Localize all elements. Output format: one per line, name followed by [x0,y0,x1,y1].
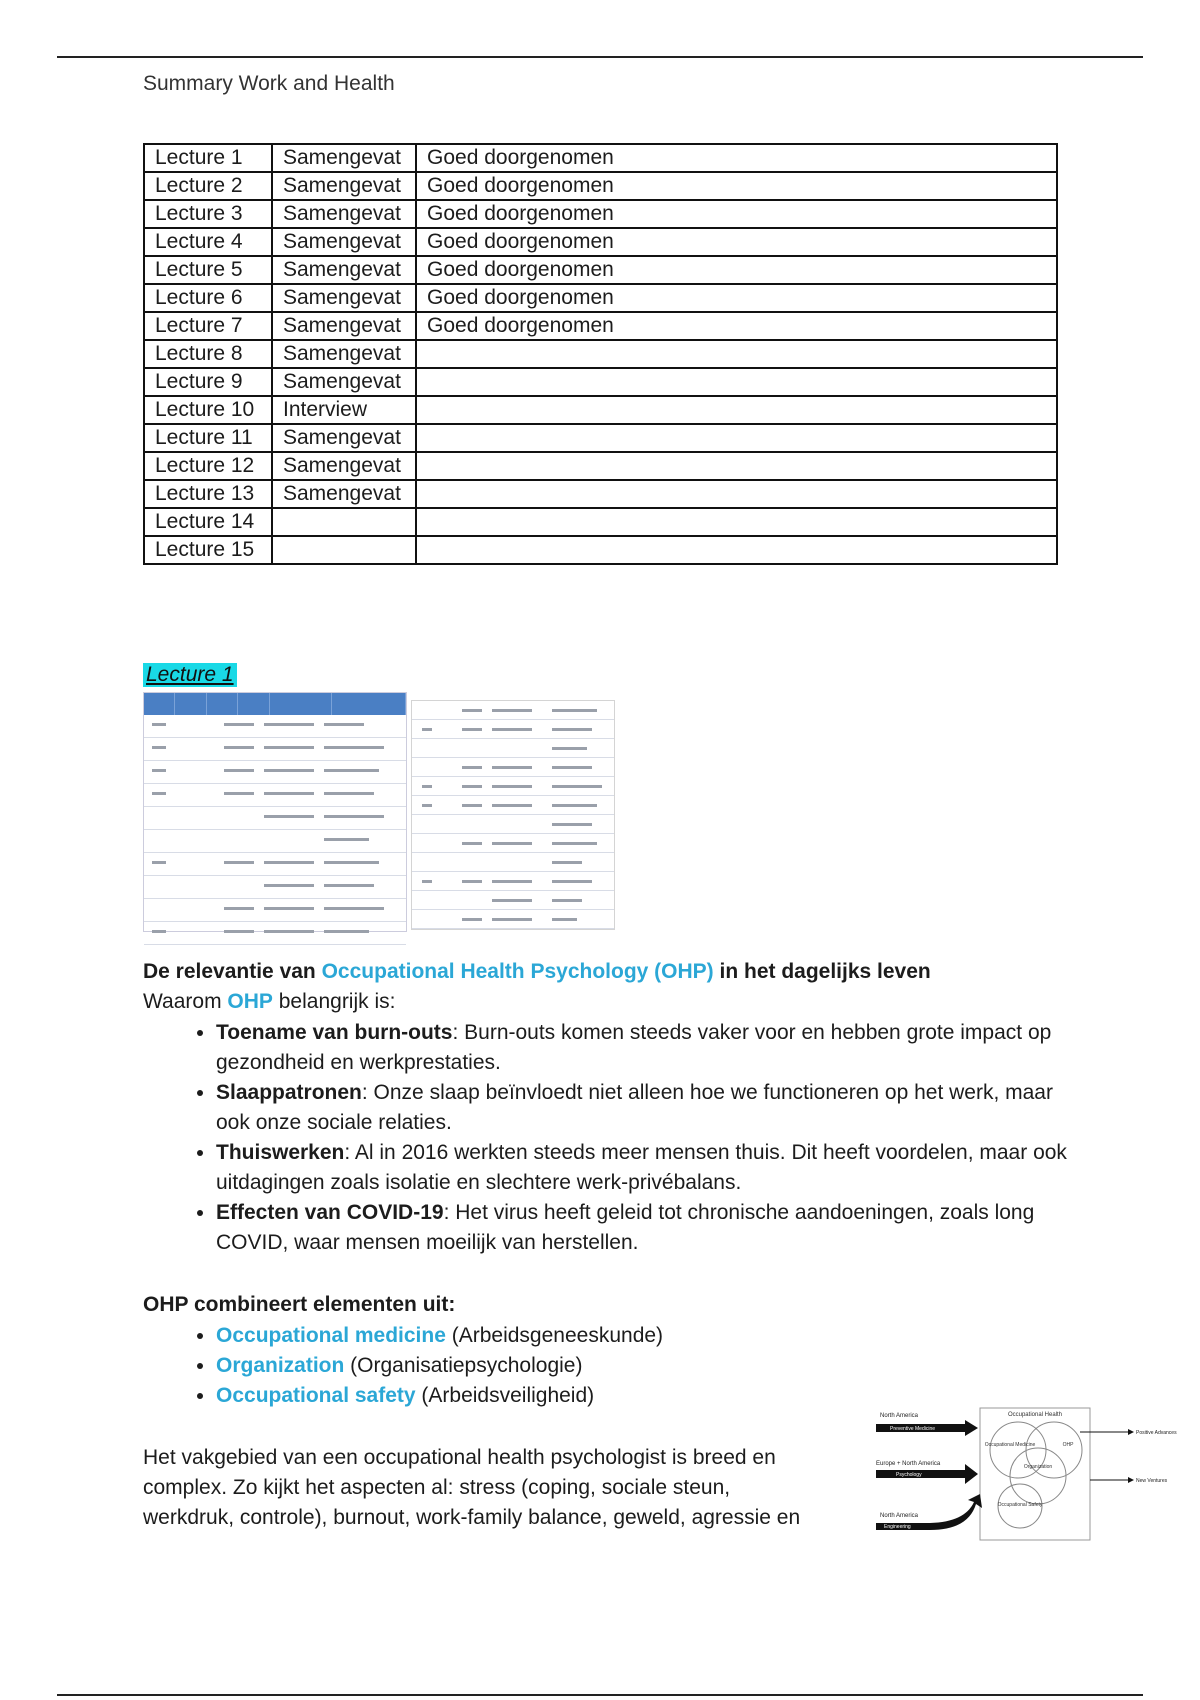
review-cell [416,508,1057,536]
status-cell: Samengevat [272,284,416,312]
label-occupational-medicine: Occupational Medicine [984,1442,1036,1448]
table-row [144,172,1057,200]
top-rule [57,56,1143,58]
lecture-1-heading: Lecture 1 [143,663,237,687]
why-post: belangrijk is: [272,990,396,1013]
field-translation: (Arbeidsveiligheid) [415,1384,595,1407]
table-row [144,396,1057,424]
table-row [144,200,1057,228]
lecture-cell: Lecture 5 [144,256,272,284]
lecture-cell: Lecture 14 [144,508,272,536]
arrow-label-2: Psychology [896,1472,922,1478]
lecture-cell: Lecture 3 [144,200,272,228]
lecture-cell: Lecture 6 [144,284,272,312]
review-cell: Goed doorgenomen [416,256,1057,284]
review-cell: Goed doorgenomen [416,172,1057,200]
review-cell: Goed doorgenomen [416,312,1057,340]
bullet-text: : Onze slaap beïnvloedt niet alleen hoe we functioneren op het werk, maar ook onze sociale relaties. [216,1081,1053,1134]
field-name: Occupational safety [216,1384,416,1407]
closing-line: complex. Zo kijkt het aspecten al: stress (coping, sociale steun, [143,1476,731,1499]
status-cell: Samengevat [272,340,416,368]
review-cell: Goed doorgenomen [416,284,1057,312]
right-label-1: Positive Advances [1136,1430,1177,1436]
closing-line: Het vakgebied van een occupational health psychologist is breed en [143,1446,776,1469]
right-arrowhead-1 [1128,1429,1134,1435]
review-cell [416,480,1057,508]
field-name: Occupational medicine [216,1324,446,1347]
table-row [144,452,1057,480]
schedule-table-right [411,700,615,930]
left-label-1: North America [880,1413,919,1419]
list-item [216,1198,1086,1258]
bullet-term: Effecten van COVID-19 [216,1201,444,1224]
table-row [144,424,1057,452]
arrow-2 [876,1464,978,1484]
why-accent: OHP [227,990,273,1013]
right-label-2: New Ventures [1136,1478,1168,1484]
lecture-cell: Lecture 2 [144,172,272,200]
list-item [216,1078,1086,1138]
bullet-text: : Het virus heeft geleid tot chronische aandoeningen, zoals long COVID, waar mensen moeilijk van herstellen. [216,1201,1035,1254]
field-translation: (Organisatiepsychologie) [344,1354,583,1377]
section-title [143,957,931,987]
status-cell [272,508,416,536]
document-title: Summary Work and Health [143,72,395,95]
list-item [216,1321,1086,1351]
ohp-origins-diagram [870,1398,1177,1558]
right-arrowhead-2 [1128,1477,1134,1483]
course-schedule-image [143,692,613,930]
closing-paragraph [143,1443,863,1533]
table-row [144,480,1057,508]
status-cell: Samengevat [272,144,416,172]
section-title-pre: De relevantie van [143,960,322,983]
field-translation: (Arbeidsgeneeskunde) [445,1324,664,1347]
left-label-2: Europe + North America [876,1461,941,1467]
bottom-rule [57,1694,1143,1696]
status-cell: Samengevat [272,172,416,200]
table-row [144,284,1057,312]
bullet-term: Thuiswerken [216,1141,345,1164]
schedule-table-left [143,692,407,932]
table-row [144,340,1057,368]
bullet-term: Slaappatronen [216,1081,362,1104]
diagram-box-title: Occupational Health [1007,1412,1063,1418]
table-row [144,508,1057,536]
review-cell [416,340,1057,368]
list-item [216,1138,1086,1198]
label-occupational-safety: Occupational Safety [997,1502,1043,1508]
status-cell: Samengevat [272,368,416,396]
table-row [144,536,1057,564]
status-cell: Samengevat [272,200,416,228]
lecture-cell: Lecture 8 [144,340,272,368]
closing-line: werkdruk, controle), burnout, work-family balance, geweld, agressie en [143,1506,801,1529]
relevance-bullet-list [173,1018,1086,1258]
lecture-cell: Lecture 13 [144,480,272,508]
label-ohp: OHP [1062,1442,1074,1448]
list-item [216,1351,1086,1381]
lecture-cell: Lecture 12 [144,452,272,480]
list-item [216,1018,1086,1078]
lecture-cell: Lecture 1 [144,144,272,172]
review-cell [416,452,1057,480]
review-cell [416,424,1057,452]
bullet-term: Toename van burn-outs [216,1021,453,1044]
status-cell: Samengevat [272,452,416,480]
section-title-post: in het dagelijks leven [713,960,931,983]
bullet-text: : Al in 2016 werkten steeds meer mensen thuis. Dit heeft voordelen, maar ook uitdagingen zoals isolatie en slechtere werk-privébalans. [216,1141,1067,1194]
section-title-accent: Occupational Health Psychology (OHP) [321,960,714,983]
left-label-3: North America [880,1513,919,1519]
table-row [144,312,1057,340]
table-row [144,144,1057,172]
review-cell [416,536,1057,564]
review-cell: Goed doorgenomen [416,200,1057,228]
lecture-cell: Lecture 4 [144,228,272,256]
review-cell [416,396,1057,424]
status-cell: Samengevat [272,256,416,284]
lecture-cell: Lecture 9 [144,368,272,396]
table-row [144,256,1057,284]
lecture-cell: Lecture 10 [144,396,272,424]
review-cell [416,368,1057,396]
combines-title [143,1290,455,1320]
combines-title-text: OHP combineert elementen uit: [143,1293,456,1316]
label-organization: Organization [1023,1464,1053,1470]
schedule-header [144,693,406,715]
status-cell: Samengevat [272,424,416,452]
lecture-cell: Lecture 15 [144,536,272,564]
lecture-cell: Lecture 11 [144,424,272,452]
lecture-status-table [143,143,1058,565]
table-row [144,228,1057,256]
why-pre: Waarom [143,990,228,1013]
why-line [143,987,395,1017]
lecture-cell: Lecture 7 [144,312,272,340]
review-cell: Goed doorgenomen [416,144,1057,172]
arrow-label-3: Engineering [884,1524,911,1530]
status-cell [272,536,416,564]
arrow-label-1: Preventive Medicine [890,1426,936,1432]
status-cell: Samengevat [272,312,416,340]
status-cell: Samengevat [272,228,416,256]
status-cell: Interview [272,396,416,424]
table-row [144,368,1057,396]
field-name: Organization [216,1354,345,1377]
bullet-text: : Burn-outs komen steeds vaker voor en hebben grote impact op gezondheid en werkprestaties. [216,1021,1052,1074]
status-cell: Samengevat [272,480,416,508]
review-cell: Goed doorgenomen [416,228,1057,256]
